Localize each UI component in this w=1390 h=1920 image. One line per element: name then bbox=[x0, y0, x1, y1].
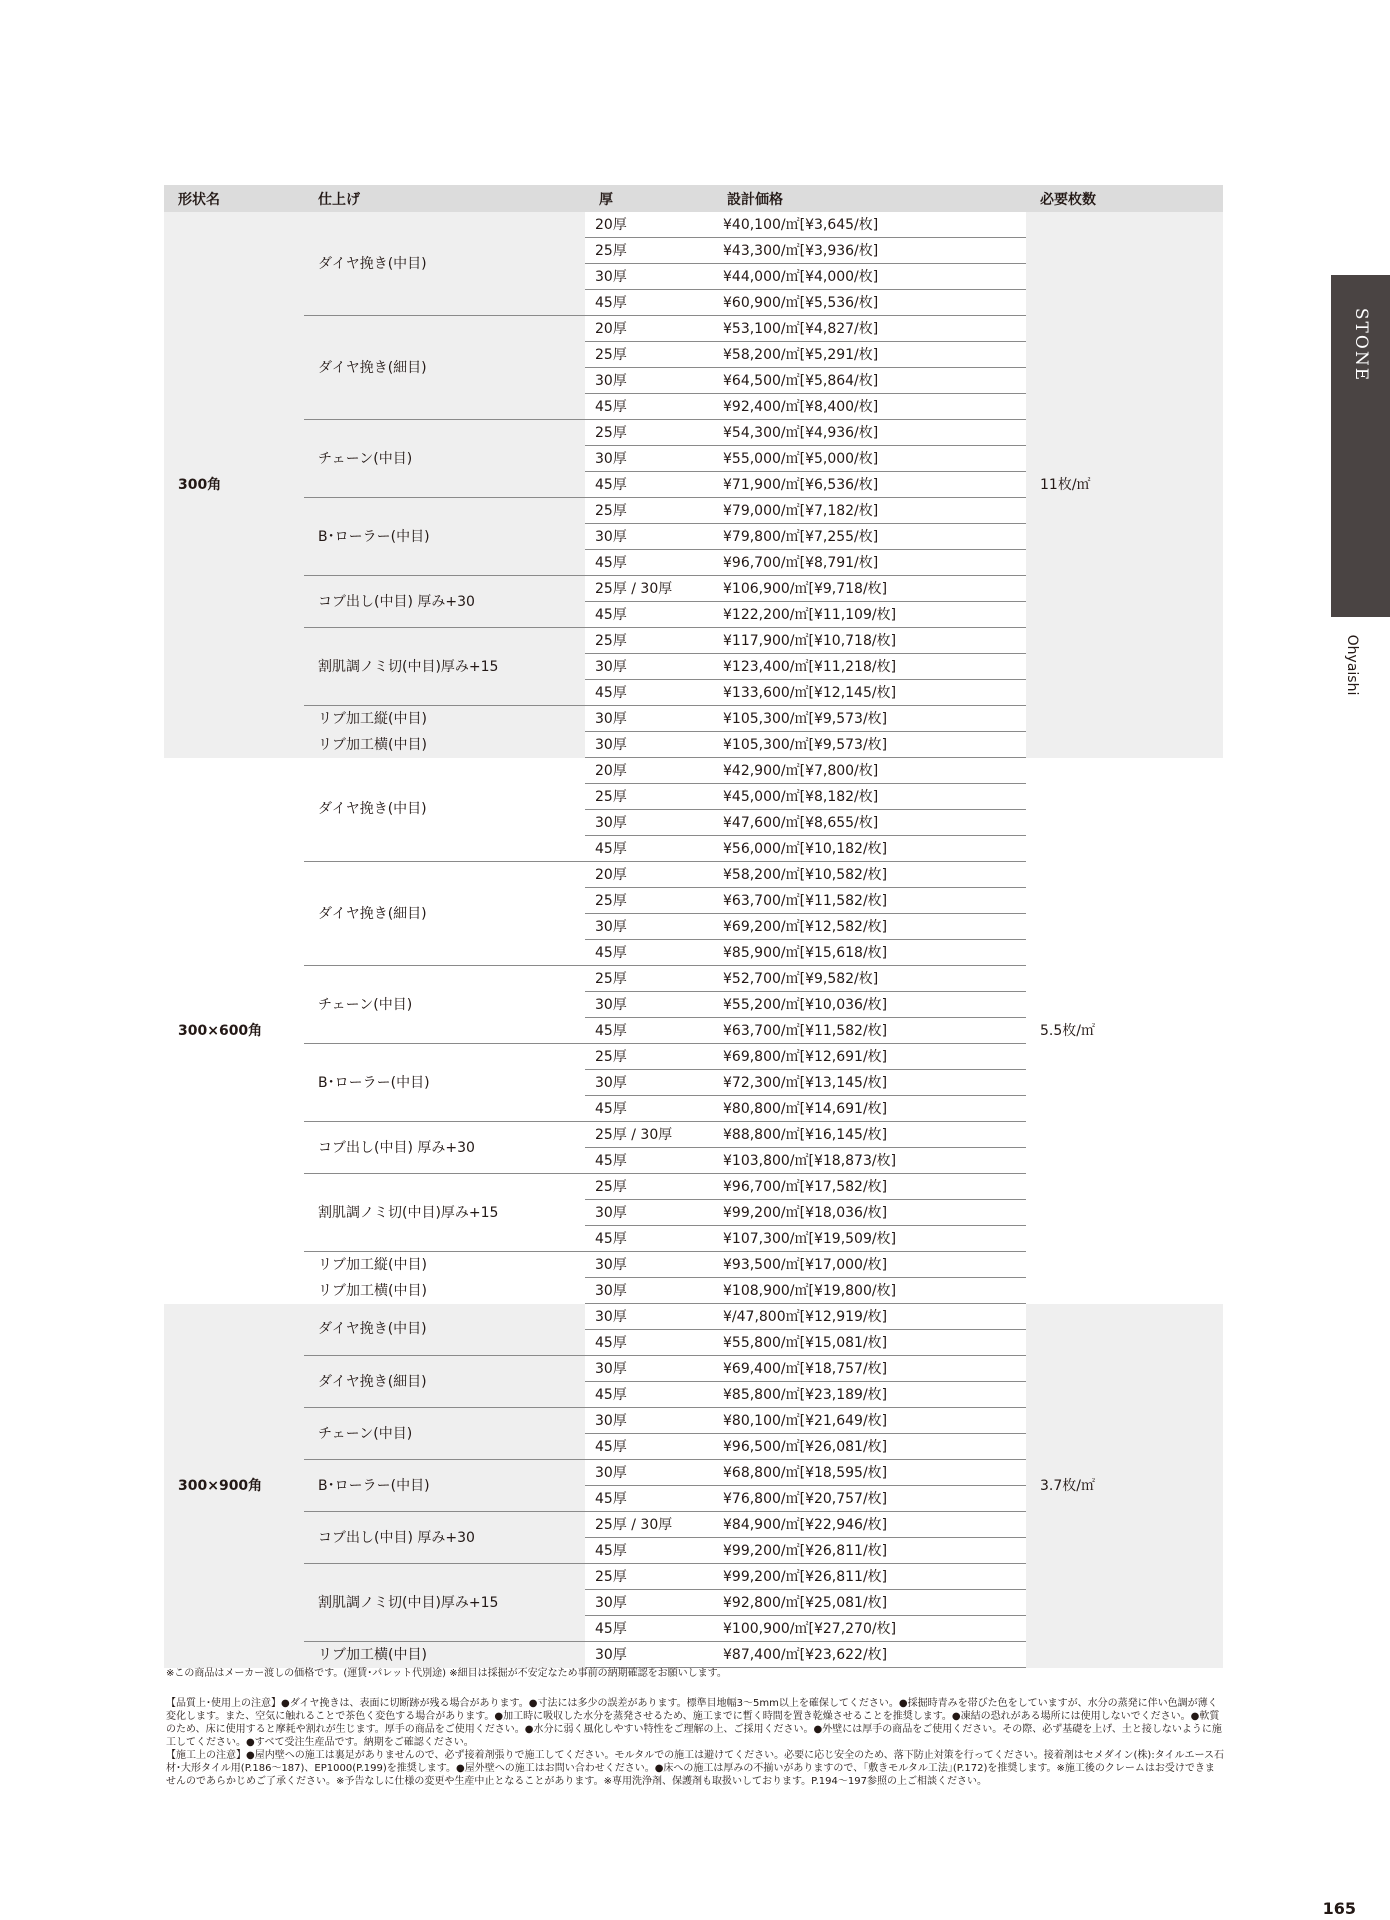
price-cell: ¥79,000/㎡[¥7,182/枚] bbox=[713, 498, 1026, 524]
finish-cell: ダイヤ挽き(細目) bbox=[304, 1356, 585, 1408]
price-cell: ¥99,200/㎡[¥26,811/枚] bbox=[713, 1564, 1026, 1590]
price-cell: ¥53,100/㎡[¥4,827/枚] bbox=[713, 316, 1026, 342]
finish-cell: ダイヤ挽き(中目) bbox=[304, 1304, 585, 1356]
price-cell: ¥105,300/㎡[¥9,573/枚] bbox=[713, 732, 1026, 758]
notes-block bbox=[166, 1697, 1224, 1788]
thickness-cell: 45厚 bbox=[585, 1096, 713, 1122]
price-cell: ¥87,400/㎡[¥23,622/枚] bbox=[713, 1642, 1026, 1668]
thickness-cell: 25厚 bbox=[585, 888, 713, 914]
price-cell: ¥106,900/㎡[¥9,718/枚] bbox=[713, 576, 1026, 602]
price-cell: ¥55,200/㎡[¥10,036/枚] bbox=[713, 992, 1026, 1018]
price-cell: ¥107,300/㎡[¥19,509/枚] bbox=[713, 1226, 1026, 1252]
price-cell: ¥85,800/㎡[¥23,189/枚] bbox=[713, 1382, 1026, 1408]
price-cell: ¥69,200/㎡[¥12,582/枚] bbox=[713, 914, 1026, 940]
finish-cell: コブ出し(中目) 厚み+30 bbox=[304, 1512, 585, 1564]
thickness-cell: 45厚 bbox=[585, 680, 713, 706]
thickness-cell: 30厚 bbox=[585, 1252, 713, 1278]
shape-cell: 300×900角 bbox=[164, 1304, 304, 1668]
price-cell: ¥133,600/㎡[¥12,145/枚] bbox=[713, 680, 1026, 706]
thickness-cell: 25厚 bbox=[585, 1044, 713, 1070]
price-cell: ¥55,000/㎡[¥5,000/枚] bbox=[713, 446, 1026, 472]
thickness-cell: 30厚 bbox=[585, 706, 713, 732]
header-shape: 形状名 bbox=[164, 185, 304, 212]
price-cell: ¥63,700/㎡[¥11,582/枚] bbox=[713, 1018, 1026, 1044]
thickness-cell: 30厚 bbox=[585, 914, 713, 940]
finish-cell: チェーン(中目) bbox=[304, 1408, 585, 1460]
price-cell: ¥47,600/㎡[¥8,655/枚] bbox=[713, 810, 1026, 836]
price-cell: ¥69,400/㎡[¥18,757/枚] bbox=[713, 1356, 1026, 1382]
thickness-cell: 30厚 bbox=[585, 1642, 713, 1668]
price-cell: ¥54,300/㎡[¥4,936/枚] bbox=[713, 420, 1026, 446]
thickness-cell: 45厚 bbox=[585, 290, 713, 316]
finish-cell: リブ加工縦(中目) bbox=[304, 1252, 585, 1278]
thickness-cell: 25厚 bbox=[585, 498, 713, 524]
thickness-cell: 25厚 bbox=[585, 342, 713, 368]
quality-notes: 【品質上･使用上の注意】●ダイヤ挽きは、表面に切断跡が残る場合があります。●寸法には多少の誤差があります。標準目地幅3～5mm以上を確保してください。●採掘時青みを帯びた色をしていますが、水分の蒸発に伴い色調が薄く変化します。また、空気に触れることで茶色く変色する場合があります。●加工時に吸収した水分を蒸発させるため、施工までに暫く時間を置き乾燥させることを推奨します。●凍結の恐れがある場所には使用しないでください。●軟質のため、床に使用すると摩耗や割れが生じます。厚手の商品をご使用ください。●水分に弱く風化しやすい特性をご理解の上、ご採用ください。●外壁には厚手の商品をご使用ください。その際、必ず基礎を上げ、土と接しないように施工してください。●すべて受注生産品です。納期をご確認ください。 bbox=[166, 1698, 1222, 1748]
thickness-cell: 30厚 bbox=[585, 446, 713, 472]
quantity-cell: 11枚/㎡ bbox=[1026, 212, 1223, 758]
price-cell: ¥99,200/㎡[¥18,036/枚] bbox=[713, 1200, 1026, 1226]
thickness-cell: 25厚 bbox=[585, 628, 713, 654]
finish-cell: コブ出し(中目) 厚み+30 bbox=[304, 576, 585, 628]
price-cell: ¥/47,800㎡[¥12,919/枚] bbox=[713, 1304, 1026, 1330]
table-row bbox=[164, 1304, 1223, 1330]
thickness-cell: 30厚 bbox=[585, 1356, 713, 1382]
price-cell: ¥60,900/㎡[¥5,536/枚] bbox=[713, 290, 1026, 316]
shape-cell: 300角 bbox=[164, 212, 304, 758]
thickness-cell: 30厚 bbox=[585, 732, 713, 758]
finish-cell: チェーン(中目) bbox=[304, 420, 585, 498]
thickness-cell: 30厚 bbox=[585, 810, 713, 836]
thickness-cell: 30厚 bbox=[585, 654, 713, 680]
finish-cell: リブ加工縦(中目) bbox=[304, 706, 585, 732]
price-cell: ¥80,800/㎡[¥14,691/枚] bbox=[713, 1096, 1026, 1122]
installation-notes: 【施工上の注意】●屋内壁への施工は裏足がありませんので、必ず接着剤張りで施工してください。モルタルでの施工は避けてください。必要に応じ安全のため、落下防止対策を行ってください。接着剤はセメダイン(株):タイルエース石材･大形タイル用(P.186～187)、EP1000(P.199)を推奨します。●屋外壁への施工はお問い合わせください。●床への施工は厚みの不揃いがありますので、｢敷きモルタル工法｣(P.172)を推奨します。※施工後のクレームはお受けできませんのであらかじめご了承ください。※予告なしに仕様の変更や生産中止となることがあります。※専用洗浄剤、保護剤も取扱いしております。P.194～197参照の上ご相談ください。 bbox=[166, 1750, 1224, 1787]
price-cell: ¥103,800/㎡[¥18,873/枚] bbox=[713, 1148, 1026, 1174]
price-cell: ¥84,900/㎡[¥22,946/枚] bbox=[713, 1512, 1026, 1538]
thickness-cell: 45厚 bbox=[585, 602, 713, 628]
thickness-cell: 45厚 bbox=[585, 1330, 713, 1356]
thickness-cell: 25厚 bbox=[585, 784, 713, 810]
thickness-cell: 30厚 bbox=[585, 1278, 713, 1304]
table-body bbox=[164, 212, 1223, 1668]
thickness-cell: 45厚 bbox=[585, 472, 713, 498]
header-quantity: 必要枚数 bbox=[1026, 185, 1223, 212]
price-cell: ¥80,100/㎡[¥21,649/枚] bbox=[713, 1408, 1026, 1434]
thickness-cell: 30厚 bbox=[585, 992, 713, 1018]
table-header-row bbox=[164, 185, 1223, 212]
thickness-cell: 20厚 bbox=[585, 316, 713, 342]
price-cell: ¥117,900/㎡[¥10,718/枚] bbox=[713, 628, 1026, 654]
thickness-cell: 45厚 bbox=[585, 1148, 713, 1174]
quantity-cell: 3.7枚/㎡ bbox=[1026, 1304, 1223, 1668]
finish-cell: リブ加工横(中目) bbox=[304, 1278, 585, 1304]
price-cell: ¥72,300/㎡[¥13,145/枚] bbox=[713, 1070, 1026, 1096]
thickness-cell: 30厚 bbox=[585, 1590, 713, 1616]
thickness-cell: 45厚 bbox=[585, 940, 713, 966]
price-cell: ¥40,100/㎡[¥3,645/枚] bbox=[713, 212, 1026, 238]
price-cell: ¥71,900/㎡[¥6,536/枚] bbox=[713, 472, 1026, 498]
thickness-cell: 25厚 bbox=[585, 1174, 713, 1200]
price-cell: ¥58,200/㎡[¥5,291/枚] bbox=[713, 342, 1026, 368]
thickness-cell: 45厚 bbox=[585, 550, 713, 576]
finish-cell: リブ加工横(中目) bbox=[304, 732, 585, 758]
price-cell: ¥92,400/㎡[¥8,400/枚] bbox=[713, 394, 1026, 420]
brand-label: Ohyaishi bbox=[1344, 634, 1360, 696]
finish-cell: コブ出し(中目) 厚み+30 bbox=[304, 1122, 585, 1174]
price-cell: ¥96,500/㎡[¥26,081/枚] bbox=[713, 1434, 1026, 1460]
finish-cell: ダイヤ挽き(細目) bbox=[304, 316, 585, 420]
thickness-cell: 30厚 bbox=[585, 264, 713, 290]
finish-cell: B･ローラー(中目) bbox=[304, 1044, 585, 1122]
thickness-cell: 45厚 bbox=[585, 1616, 713, 1642]
finish-cell: ダイヤ挽き(中目) bbox=[304, 212, 585, 316]
finish-cell: ダイヤ挽き(細目) bbox=[304, 862, 585, 966]
quantity-cell: 5.5枚/㎡ bbox=[1026, 758, 1223, 1304]
table-row bbox=[164, 212, 1223, 238]
finish-cell: 割肌調ノミ切(中目)厚み+15 bbox=[304, 628, 585, 706]
thickness-cell: 45厚 bbox=[585, 1434, 713, 1460]
price-cell: ¥85,900/㎡[¥15,618/枚] bbox=[713, 940, 1026, 966]
price-table bbox=[164, 185, 1223, 1668]
price-cell: ¥93,500/㎡[¥17,000/枚] bbox=[713, 1252, 1026, 1278]
finish-cell: B･ローラー(中目) bbox=[304, 498, 585, 576]
thickness-cell: 30厚 bbox=[585, 1408, 713, 1434]
thickness-cell: 30厚 bbox=[585, 1460, 713, 1486]
thickness-cell: 20厚 bbox=[585, 758, 713, 784]
thickness-cell: 30厚 bbox=[585, 1304, 713, 1330]
thickness-cell: 25厚 bbox=[585, 1564, 713, 1590]
price-cell: ¥122,200/㎡[¥11,109/枚] bbox=[713, 602, 1026, 628]
finish-cell: 割肌調ノミ切(中目)厚み+15 bbox=[304, 1174, 585, 1252]
section-tab bbox=[1331, 275, 1390, 617]
finish-cell: リブ加工横(中目) bbox=[304, 1642, 585, 1668]
thickness-cell: 25厚 bbox=[585, 420, 713, 446]
price-cell: ¥58,200/㎡[¥10,582/枚] bbox=[713, 862, 1026, 888]
price-cell: ¥76,800/㎡[¥20,757/枚] bbox=[713, 1486, 1026, 1512]
thickness-cell: 45厚 bbox=[585, 1226, 713, 1252]
thickness-cell: 45厚 bbox=[585, 1382, 713, 1408]
thickness-cell: 30厚 bbox=[585, 368, 713, 394]
thickness-cell: 45厚 bbox=[585, 394, 713, 420]
price-note: ※この商品はメーカー渡しの価格です。(運賃･パレット代別途) ※細目は採掘が不安定なため事前の納期確認をお願いします。 bbox=[166, 1668, 727, 1679]
header-thickness: 厚 bbox=[585, 185, 713, 212]
price-cell: ¥123,400/㎡[¥11,218/枚] bbox=[713, 654, 1026, 680]
thickness-cell: 45厚 bbox=[585, 1486, 713, 1512]
thickness-cell: 20厚 bbox=[585, 212, 713, 238]
price-cell: ¥56,000/㎡[¥10,182/枚] bbox=[713, 836, 1026, 862]
finish-cell: ダイヤ挽き(中目) bbox=[304, 758, 585, 862]
price-cell: ¥96,700/㎡[¥17,582/枚] bbox=[713, 1174, 1026, 1200]
thickness-cell: 25厚 / 30厚 bbox=[585, 1512, 713, 1538]
price-cell: ¥55,800/㎡[¥15,081/枚] bbox=[713, 1330, 1026, 1356]
section-tab-label: STONE bbox=[1350, 307, 1371, 383]
price-cell: ¥88,800/㎡[¥16,145/枚] bbox=[713, 1122, 1026, 1148]
price-cell: ¥42,900/㎡[¥7,800/枚] bbox=[713, 758, 1026, 784]
thickness-cell: 30厚 bbox=[585, 524, 713, 550]
price-cell: ¥63,700/㎡[¥11,582/枚] bbox=[713, 888, 1026, 914]
thickness-cell: 20厚 bbox=[585, 862, 713, 888]
table-row bbox=[164, 758, 1223, 784]
price-cell: ¥45,000/㎡[¥8,182/枚] bbox=[713, 784, 1026, 810]
thickness-cell: 30厚 bbox=[585, 1070, 713, 1096]
price-cell: ¥68,800/㎡[¥18,595/枚] bbox=[713, 1460, 1026, 1486]
thickness-cell: 30厚 bbox=[585, 1200, 713, 1226]
finish-cell: B･ローラー(中目) bbox=[304, 1460, 585, 1512]
price-cell: ¥43,300/㎡[¥3,936/枚] bbox=[713, 238, 1026, 264]
price-cell: ¥64,500/㎡[¥5,864/枚] bbox=[713, 368, 1026, 394]
shape-cell: 300×600角 bbox=[164, 758, 304, 1304]
thickness-cell: 45厚 bbox=[585, 1018, 713, 1044]
thickness-cell: 25厚 bbox=[585, 966, 713, 992]
price-cell: ¥100,900/㎡[¥27,270/枚] bbox=[713, 1616, 1026, 1642]
thickness-cell: 25厚 / 30厚 bbox=[585, 1122, 713, 1148]
price-cell: ¥92,800/㎡[¥25,081/枚] bbox=[713, 1590, 1026, 1616]
thickness-cell: 45厚 bbox=[585, 1538, 713, 1564]
price-cell: ¥96,700/㎡[¥8,791/枚] bbox=[713, 550, 1026, 576]
thickness-cell: 25厚 / 30厚 bbox=[585, 576, 713, 602]
thickness-cell: 45厚 bbox=[585, 836, 713, 862]
header-price: 設計価格 bbox=[713, 185, 1026, 212]
finish-cell: 割肌調ノミ切(中目)厚み+15 bbox=[304, 1564, 585, 1642]
price-cell: ¥44,000/㎡[¥4,000/枚] bbox=[713, 264, 1026, 290]
price-cell: ¥52,700/㎡[¥9,582/枚] bbox=[713, 966, 1026, 992]
finish-cell: チェーン(中目) bbox=[304, 966, 585, 1044]
page-number: 165 bbox=[1322, 1899, 1356, 1918]
price-cell: ¥108,900/㎡[¥19,800/枚] bbox=[713, 1278, 1026, 1304]
price-cell: ¥105,300/㎡[¥9,573/枚] bbox=[713, 706, 1026, 732]
price-cell: ¥99,200/㎡[¥26,811/枚] bbox=[713, 1538, 1026, 1564]
thickness-cell: 25厚 bbox=[585, 238, 713, 264]
price-cell: ¥79,800/㎡[¥7,255/枚] bbox=[713, 524, 1026, 550]
header-finish: 仕上げ bbox=[304, 185, 585, 212]
price-cell: ¥69,800/㎡[¥12,691/枚] bbox=[713, 1044, 1026, 1070]
